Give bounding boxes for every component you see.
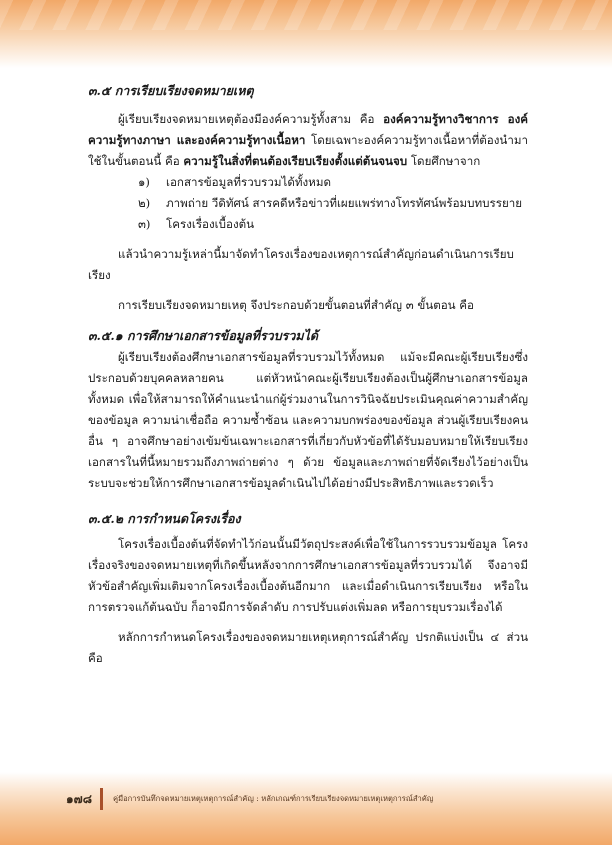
header-decoration <box>0 0 612 68</box>
list-item-text: ภาพถ่าย วีดิทัศน์ สารคดีหรือข่าวที่เผยแพร่ทางโทรทัศน์พร้อมบทบรรยาย <box>166 196 523 210</box>
list-item <box>138 214 528 235</box>
list-item-text: เอกสารข้อมูลที่รวบรวมได้ทั้งหมด <box>166 175 331 189</box>
subsection-1-body: ผู้เรียบเรียงต้องศึกษาเอกสารข้อมูลที่รวบรวมไว้ทั้งหมด แม้จะมีคณะผู้เรียบเรียงซึ่งประกอบด้วยบุคคลหลายคน แต่หัวหน้าคณะผู้เรียบเรียงต้องเป็นผู้ศึกษาเอกสารข้อมูลทั้งหมด เพื่อให้สามารถให้คำแนะนำแก่ผู้ร่วมงานในการวินิจฉัยประเมินคุณค่าความสำคัญของข้อมูล ความน่าเชื่อถือ ความซ้ำซ้อน และความบกพร่องของข้อมูล ส่วนผู้เรียบเรียงคนอื่น ๆ อาจศึกษาอย่างเข้มข้นเฉพาะเอกสารที่เกี่ยวกับหัวข้อที่ได้รับมอบหมายให้เรียบเรียงเอกสารในที่นี้หมายรวมถึงภาพถ่ายต่าง ๆ ด้วย ข้อมูลและภาพถ่ายที่จัดเรียงไว้อย่างเป็นระบบจะช่วยให้การศึกษาเอกสารข้อมูลดำเนินไปได้อย่างมีประสิทธิภาพและรวดเร็ว <box>88 350 528 490</box>
footer-divider <box>100 788 103 810</box>
subsection-2-body-2: หลักการกำหนดโครงเรื่องของจดหมายเหตุเหตุการณ์สำคัญ ปรกติแบ่งเป็น ๔ ส่วน คือ <box>88 630 528 665</box>
intro-text-3: โดยศึกษาจาก <box>407 154 481 168</box>
list-item-number: ๒) <box>138 196 151 210</box>
intro-text-1: ผู้เรียบเรียงจดหมายเหตุต้องมีองค์ความรู้ทั้งสาม คือ <box>118 112 384 126</box>
section-heading: ๓.๕ การเรียบเรียงจดหมายเหตุ <box>88 83 254 98</box>
subsection-2-heading: ๓.๕.๒ การกำหนดโครงเรื่อง <box>88 511 241 526</box>
list-item-text: โครงเรื่องเบื้องต้น <box>166 217 255 231</box>
paragraph-steps: การเรียบเรียงจดหมายเหตุ จึงประกอบด้วยขั้นตอนที่สำคัญ ๓ ขั้นตอน คือ <box>118 298 475 312</box>
list-item-number: ๓) <box>138 217 151 231</box>
running-title: คู่มือการบันทึกจดหมายเหตุเหตุการณ์สำคัญ : หลักเกณฑ์การเรียบเรียงจดหมายเหตุเหตุการณ์สำคัญ <box>113 794 434 803</box>
intro-paragraph <box>88 109 528 172</box>
page-number: ๑๗๘ <box>66 791 92 806</box>
list-item <box>138 193 528 214</box>
paragraph-after-list: แล้วนำความรู้เหล่านี้มาจัดทำโครงเรื่องของเหตุการณ์สำคัญก่อนดำเนินการเรียบเรียง <box>88 247 514 282</box>
page-footer <box>62 786 562 812</box>
intro-text-2: โดยเฉพาะองค์ความรู้ทางเนื้อหาที่ต้องนำมาใช้ในขั้นตอนนี้ คือ <box>88 133 528 168</box>
list-item <box>138 172 528 193</box>
subsection-2-body-1: โครงเรื่องเบื้องต้นที่จัดทำไว้ก่อนนั้นมีวัตถุประสงค์เพื่อใช้ในการรวบรวมข้อมูล โครงเรื่องจริงของจดหมายเหตุที่เกิดขึ้นหลังจากการศึกษาเอกสารข้อมูลที่รวบรวมได้ จึงอาจมีหัวข้อสำคัญเพิ่มเติมจากโครงเรื่องเบื้องต้นอีกมาก และเมื่อดำเนินการเรียบเรียง หรือในการตรวจแก้ต้นฉบับ ก็อาจมีการจัดลำดับ การปรับแต่งเพิ่มลด หรือการยุบรวมเรื่องได้ <box>88 537 528 614</box>
intro-bold-1: องค์ความรู้ทางวิชาการ องค์ความรู้ทางภาษา และองค์ความรู้ทางเนื้อหา <box>88 112 528 147</box>
source-list <box>138 172 528 235</box>
list-item-number: ๑) <box>138 175 150 189</box>
subsection-1-heading: ๓.๕.๑ การศึกษาเอกสารข้อมูลที่รวบรวมได้ <box>88 328 319 343</box>
intro-bold-2: ความรู้ในสิ่งที่ตนต้องเรียบเรียงตั้งแต่ต้นจนจบ <box>183 154 408 168</box>
page-body <box>88 80 528 669</box>
